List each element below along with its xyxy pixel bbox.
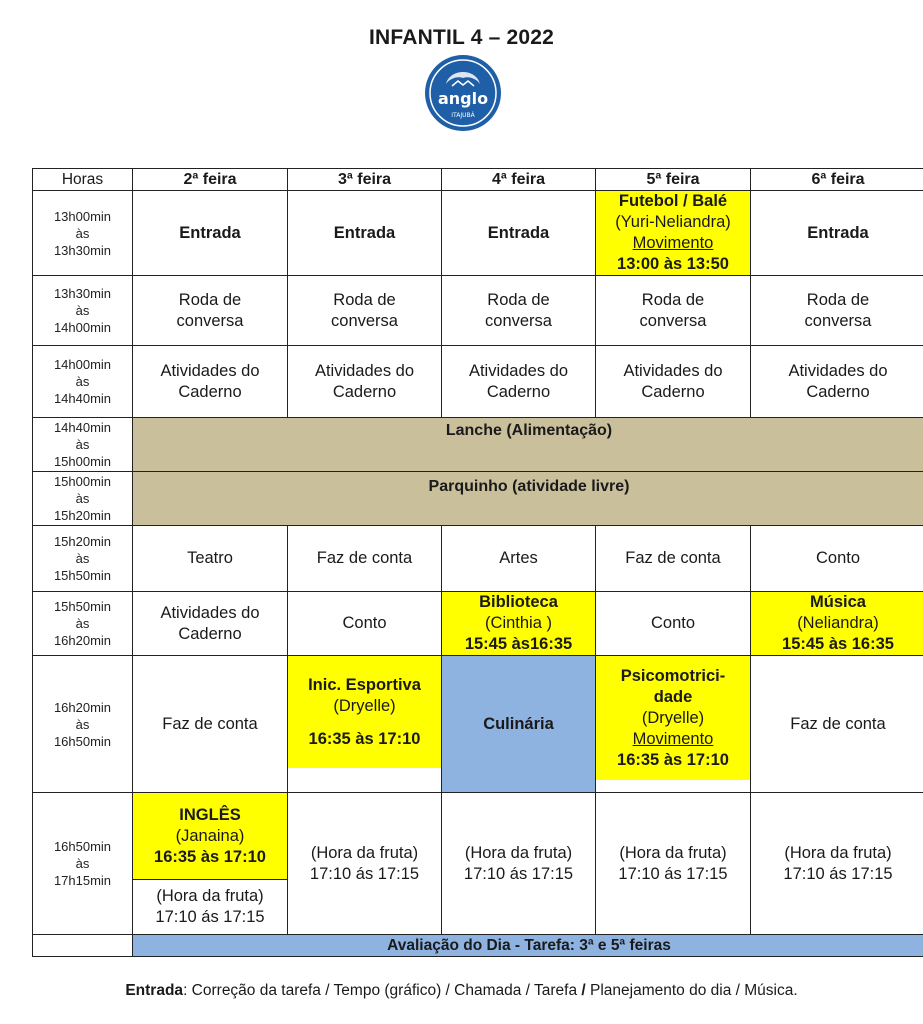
table-row [33, 793, 923, 935]
activity-cell: Entrada [133, 191, 288, 276]
time-slot: 13h00min às 13h30min [33, 191, 133, 276]
highlight-activity-cell: Futebol / Balé (Yuri-Neliandra) Movimento 13:00 às 13:50 [596, 191, 751, 276]
activity-cell: Roda de conversa [442, 276, 596, 346]
day-header-mon: 2ª feira [133, 169, 288, 191]
activity-cell: Entrada [751, 191, 923, 276]
activity-cell: Atividades do Caderno [288, 346, 442, 418]
time-slot: 16h50min às 17h15min [33, 793, 133, 935]
fruit-time-cell: (Hora da fruta) 17:10 ás 17:15 [751, 793, 923, 935]
fruit-time-cell: (Hora da fruta) 17:10 ás 17:15 [288, 793, 442, 935]
fruit-time-cell: (Hora da fruta) 17:10 ás 17:15 [442, 793, 596, 935]
table-row [33, 526, 923, 592]
activity-cell: Teatro [133, 526, 288, 592]
table-row [33, 592, 923, 656]
anglo-logo [424, 54, 502, 132]
activity-cell: Faz de conta [288, 526, 442, 592]
activity-cell: Roda de conversa [596, 276, 751, 346]
playground-cell: Parquinho (atividade livre) [133, 472, 923, 526]
footer-text-2: Planejamento do dia / Música. [585, 982, 798, 999]
footer-slash: / [581, 982, 586, 999]
activity-cell: Conto [596, 592, 751, 656]
activity-cell: Atividades do Caderno [133, 592, 288, 656]
table-row [33, 935, 923, 957]
time-slot: 14h40min às 15h00min [33, 418, 133, 472]
time-slot: 13h30min às 14h00min [33, 276, 133, 346]
day-header-thu: 5ª feira [596, 169, 751, 191]
activity-cell: Faz de conta [751, 656, 923, 793]
highlight-activity-cell: Biblioteca (Cinthia ) 15:45 às16:35 [442, 592, 596, 656]
activity-cell: Roda de conversa [288, 276, 442, 346]
table-row [33, 472, 923, 526]
time-slot: 15h00min às 15h20min [33, 472, 133, 526]
activity-cell: Atividades do Caderno [596, 346, 751, 418]
time-slot-empty [33, 935, 133, 957]
footer-text-1: : Correção da tarefa / Tempo (gráfico) / Chamada / Tarefa [183, 982, 582, 999]
page-title: INFANTIL 4 – 2022 [368, 26, 555, 49]
activity-cell: Artes [442, 526, 596, 592]
english-class-cell: INGLÊS (Janaina) 16:35 às 17:10 (Hora da fruta) 17:10 ás 17:15 [133, 793, 288, 935]
activity-cell: Atividades do Caderno [751, 346, 923, 418]
activity-cell: Faz de conta [133, 656, 288, 793]
daily-evaluation-cell: Avaliação do Dia - Tarefa: 3ª e 5ª feiras [133, 935, 923, 957]
day-header-wed: 4ª feira [442, 169, 596, 191]
highlight-activity-cell: Inic. Esportiva (Dryelle) 16:35 às 17:10 [288, 656, 442, 793]
highlight-activity-cell: Psicomotrici- dade (Dryelle) Movimento 16:35 às 17:10 [596, 656, 751, 793]
table-row [33, 191, 923, 276]
table-row [33, 656, 923, 793]
activity-cell: Atividades do Caderno [133, 346, 288, 418]
snack-break-cell: Lanche (Alimentação) [133, 418, 923, 472]
time-slot: 15h50min às 16h20min [33, 592, 133, 656]
activity-cell: Faz de conta [596, 526, 751, 592]
header-row [33, 169, 923, 191]
activity-cell: Atividades do Caderno [442, 346, 596, 418]
highlight-activity-cell: Música (Neliandra) 15:45 às 16:35 [751, 592, 923, 656]
activity-cell: Roda de conversa [133, 276, 288, 346]
day-header-tue: 3ª feira [288, 169, 442, 191]
activity-cell: Entrada [288, 191, 442, 276]
logo-text: anglo [437, 89, 489, 108]
time-slot: 16h20min às 16h50min [33, 656, 133, 793]
table-row [33, 346, 923, 418]
table-row [33, 418, 923, 472]
activity-cell: Roda de conversa [751, 276, 923, 346]
activity-cell: Entrada [442, 191, 596, 276]
time-slot: 14h00min às 14h40min [33, 346, 133, 418]
cooking-cell: Culinária [442, 656, 596, 793]
footer-note [0, 982, 923, 1000]
day-header-fri: 6ª feira [751, 169, 923, 191]
footer-bold-label: Entrada [125, 982, 184, 999]
activity-cell: Conto [751, 526, 923, 592]
activity-cell: Conto [288, 592, 442, 656]
hours-header: Horas [33, 169, 133, 191]
time-slot: 15h20min às 15h50min [33, 526, 133, 592]
fruit-time-cell: (Hora da fruta) 17:10 ás 17:15 [596, 793, 751, 935]
table-row [33, 276, 923, 346]
schedule-table [32, 168, 923, 957]
logo-subtext: ITAJUBÁ [451, 112, 475, 119]
